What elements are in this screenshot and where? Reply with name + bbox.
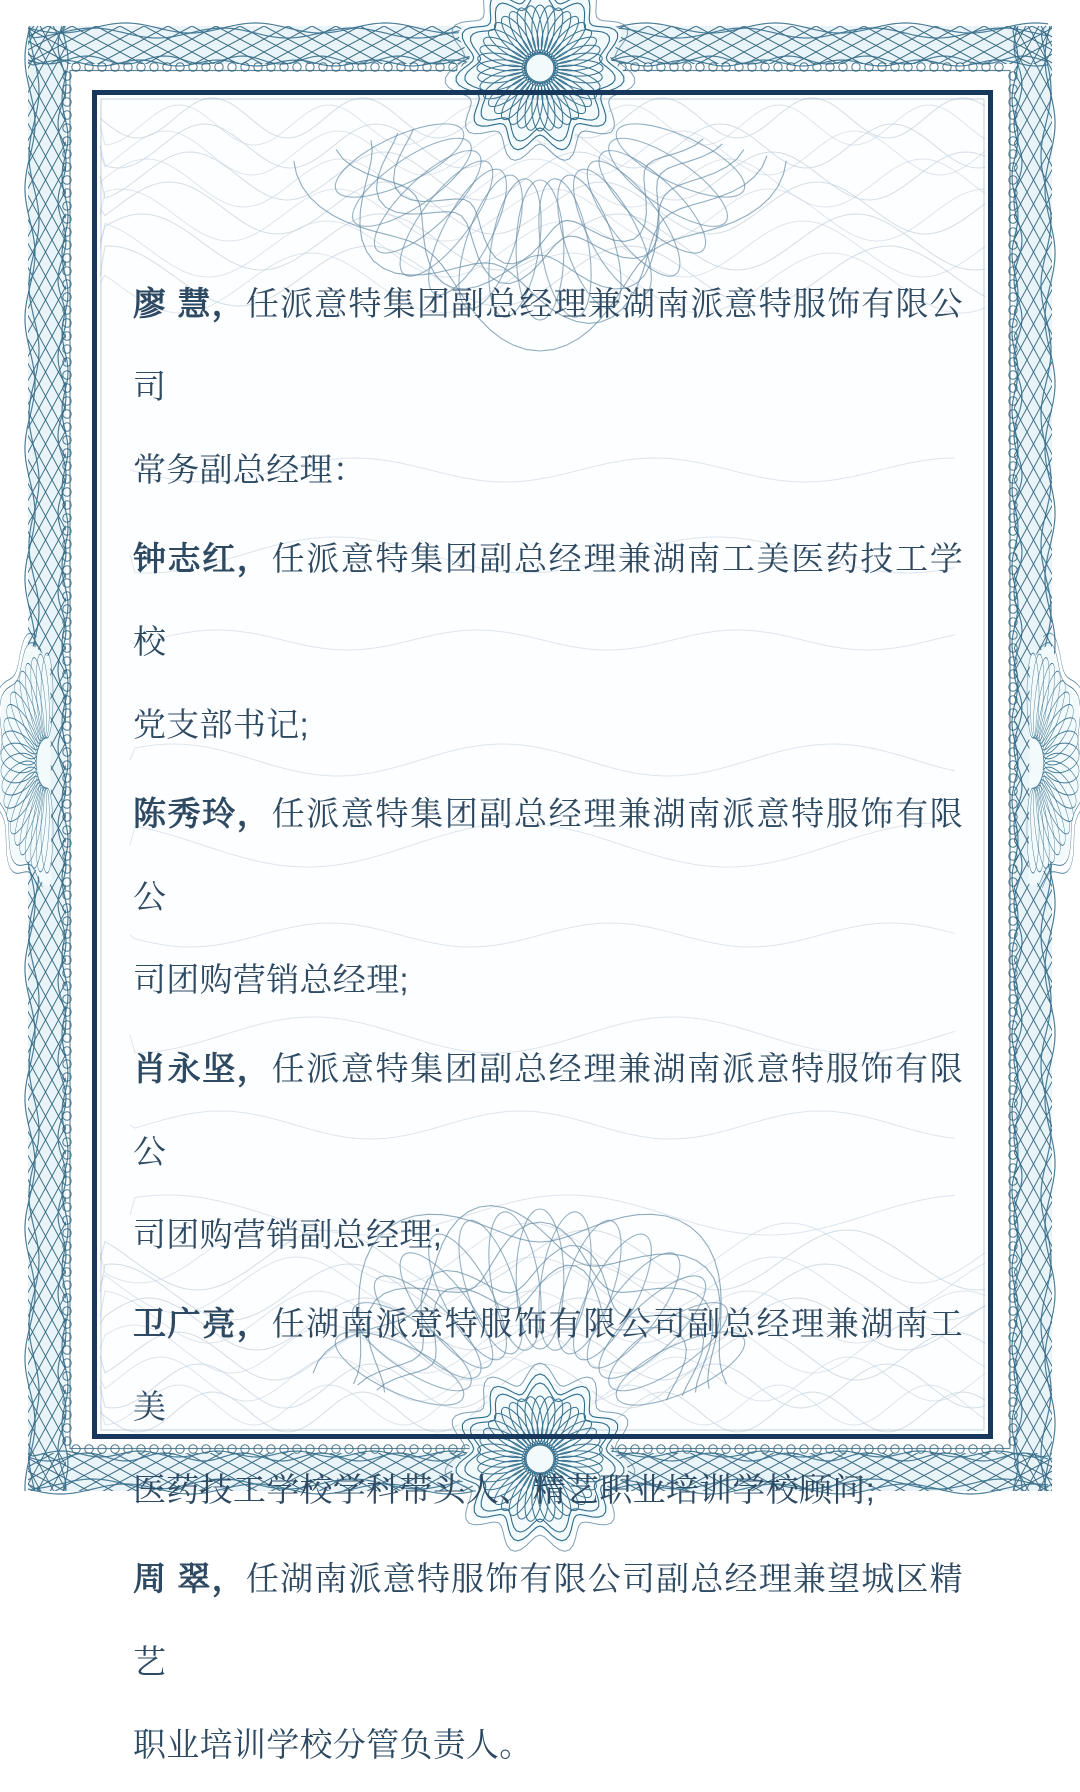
text-line: 医药技工学校学科带头人、精艺职业培训学校顾问; [133,1471,876,1508]
appointment-entry [133,772,963,1021]
text-line: 常务副总经理： [133,451,367,488]
appointment-text: 任派意特集团副总经理兼湖南工美医药技工学校 [133,540,964,660]
person-name: 陈秀玲， [133,795,272,832]
person-name: 廖 慧， [133,285,246,322]
appointment-text: 任派意特集团副总经理兼湖南派意特服饰有限公 [133,795,964,915]
appointment-text: 任派意特集团副总经理兼湖南派意特服饰有限公司 [133,285,963,405]
text-line [133,1537,963,1703]
appointment-entry [133,1537,963,1786]
person-name: 卫广亮， [133,1305,272,1342]
appointment-text: 任派意特集团副总经理兼湖南派意特服饰有限公 [133,1050,964,1170]
person-name: 周 翠， [133,1560,246,1597]
appointment-entry [133,262,963,511]
text-line [133,517,963,683]
appointment-entry [133,517,963,766]
text-line [133,1282,963,1448]
text-line [133,262,963,428]
text-line: 党支部书记; [133,706,309,743]
text-line [133,1027,963,1193]
person-name: 肖永坚， [133,1050,272,1087]
text-line: 司团购营销副总经理; [133,1216,443,1253]
appointment-text: 任湖南派意特服饰有限公司副总经理兼望城区精艺 [133,1560,963,1680]
appointment-entry [133,1027,963,1276]
appointment-text: 任湖南派意特服饰有限公司副总经理兼湖南工美 [133,1305,964,1425]
text-line [133,772,963,938]
appointment-entry [133,1282,963,1531]
text-line: 职业培训学校分管负责人。 [133,1726,533,1763]
appointment-list [133,262,963,1792]
text-line: 司团购营销总经理; [133,961,409,998]
person-name: 钟志红， [133,540,272,577]
